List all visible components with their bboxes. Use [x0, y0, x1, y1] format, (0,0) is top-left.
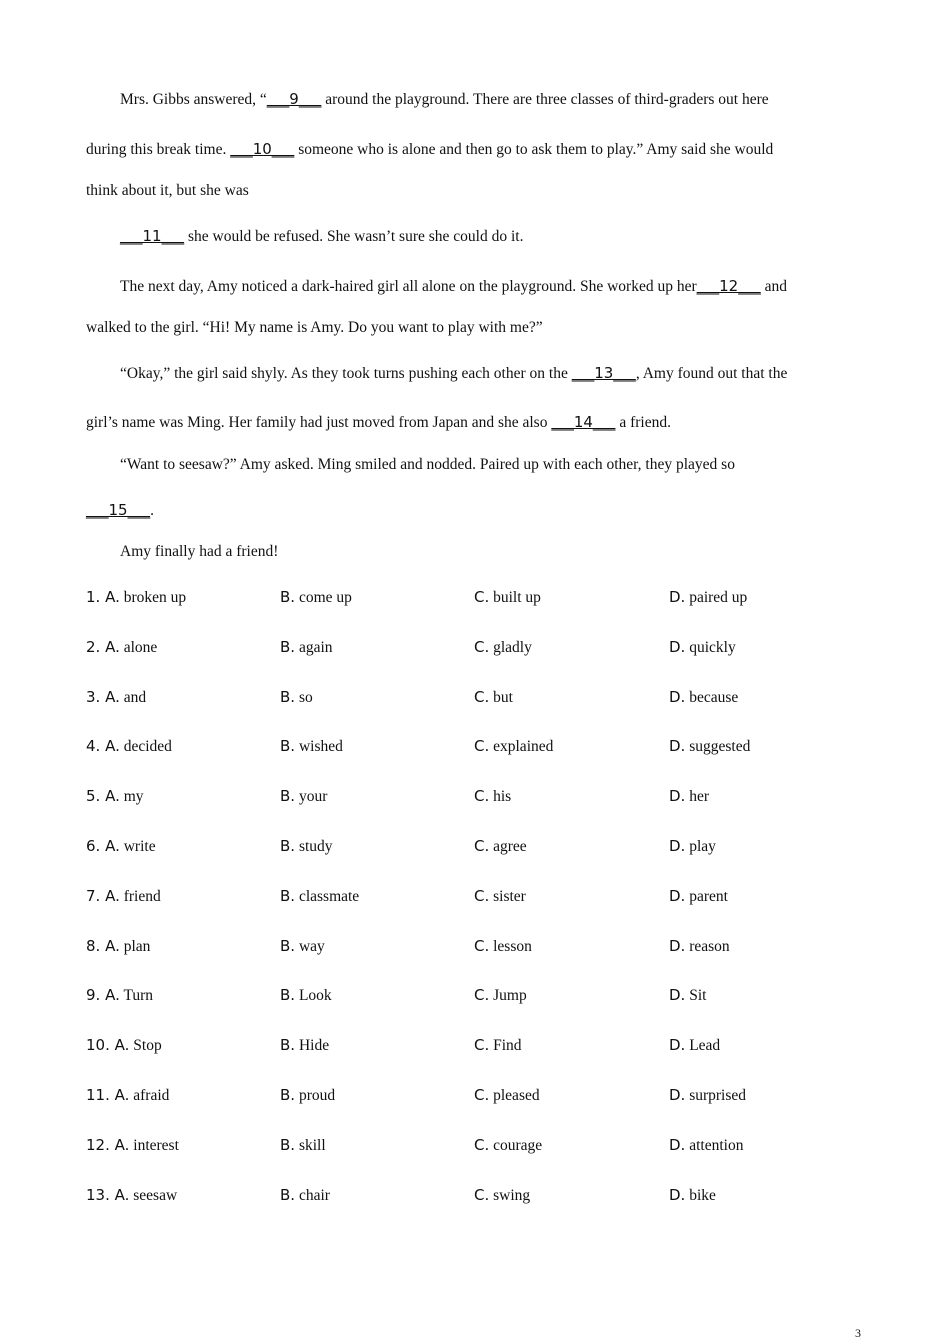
option-text: her: [689, 788, 709, 806]
option-label: D.: [669, 637, 686, 656]
option-d: [669, 887, 728, 906]
option-text: Turn: [123, 987, 154, 1005]
option-b: [280, 937, 325, 956]
option-label: D.: [669, 1185, 686, 1204]
option-label: D.: [669, 936, 686, 955]
page-number: 3: [855, 1326, 861, 1340]
question-row: [86, 837, 886, 861]
option-d: [669, 837, 716, 856]
blank-11: ___11___: [120, 227, 185, 245]
option-label: 2. A.: [86, 637, 120, 656]
option-text: explained: [493, 738, 554, 756]
option-text: Stop: [133, 1037, 162, 1055]
passage-line: [120, 277, 787, 296]
option-label: 1. A.: [86, 588, 120, 606]
option-label: D.: [669, 588, 686, 606]
option-c: [474, 1136, 542, 1155]
option-text: courage: [493, 1136, 543, 1154]
question-row: [86, 1186, 886, 1210]
option-b: [280, 1186, 330, 1205]
blank-15: ___15___: [86, 501, 151, 519]
option-b: [280, 638, 333, 657]
option-label: D.: [669, 1086, 686, 1104]
blank-13: ___13___: [571, 364, 636, 382]
option-a: [86, 638, 157, 657]
option-label: 3. A.: [86, 687, 120, 706]
option-text: and: [123, 688, 147, 706]
option-a: [86, 787, 144, 806]
option-text: Sit: [689, 987, 707, 1005]
option-b: [280, 588, 352, 607]
option-text: attention: [689, 1136, 744, 1154]
passage-line: [120, 90, 769, 109]
option-label: B.: [280, 1185, 296, 1204]
option-label: 5. A.: [86, 787, 120, 806]
option-text: because: [689, 688, 739, 706]
question-row: [86, 787, 886, 811]
option-text: come up: [298, 589, 352, 606]
option-d: [669, 787, 709, 806]
option-b: [280, 737, 343, 756]
option-c: [474, 1086, 540, 1105]
option-d: [669, 688, 738, 707]
option-d: [669, 986, 706, 1005]
option-text: paired up: [689, 589, 748, 606]
option-label: D.: [669, 787, 686, 806]
question-row: [86, 688, 886, 712]
option-b: [280, 1136, 326, 1155]
option-a: [86, 986, 153, 1005]
option-text: alone: [123, 638, 158, 656]
option-text: quickly: [689, 638, 736, 656]
passage-text: girl’s name was Ming. Her family had just moved from Japan and she also: [86, 414, 552, 431]
option-text: Find: [493, 1037, 522, 1055]
option-text: but: [493, 688, 513, 706]
option-label: C.: [474, 1036, 490, 1055]
option-label: D.: [669, 886, 686, 905]
option-label: C.: [474, 588, 490, 606]
option-label: 9. A.: [86, 986, 120, 1005]
passage-text: and: [760, 278, 787, 295]
option-b: [280, 1036, 329, 1055]
passage-line: “Want to seesaw?” Amy asked. Ming smiled and nodded. Paired up with each other, they played so: [120, 456, 735, 473]
passage-line: [86, 140, 773, 159]
option-text: friend: [123, 887, 161, 905]
option-text: chair: [298, 1186, 330, 1204]
option-b: [280, 688, 313, 707]
option-label: 6. A.: [86, 837, 120, 855]
option-text: classmate: [298, 887, 360, 905]
option-label: D.: [669, 1036, 686, 1055]
blank-10: ___10___: [230, 140, 295, 158]
question-row: [86, 588, 886, 612]
option-text: afraid: [133, 1087, 170, 1104]
option-label: B.: [280, 936, 296, 955]
option-label: B.: [280, 837, 296, 855]
option-label: B.: [280, 1135, 296, 1154]
option-label: 8. A.: [86, 936, 120, 955]
passage-line: [86, 501, 154, 520]
option-label: D.: [669, 986, 686, 1005]
option-a: [86, 737, 172, 756]
option-d: [669, 1186, 716, 1205]
option-b: [280, 787, 327, 806]
passage-line: walked to the girl. “Hi! My name is Amy. Do you want to play with me?”: [86, 319, 543, 336]
option-text: gladly: [493, 638, 532, 656]
option-text: bike: [689, 1186, 716, 1204]
question-row: [86, 1136, 886, 1160]
option-label: D.: [669, 837, 686, 855]
blank-14: ___14___: [551, 413, 616, 431]
option-label: D.: [669, 1135, 686, 1154]
option-label: C.: [474, 1185, 490, 1204]
option-text: Look: [298, 987, 332, 1005]
blank-9: ___9___: [266, 90, 322, 108]
option-c: [474, 986, 527, 1005]
option-text: built up: [493, 589, 541, 606]
option-text: again: [298, 638, 333, 656]
option-text: agree: [493, 838, 527, 855]
option-label: C.: [474, 886, 490, 905]
option-c: [474, 837, 527, 856]
option-d: [669, 588, 747, 607]
option-text: reason: [689, 937, 730, 955]
option-label: B.: [280, 588, 296, 606]
question-row: [86, 887, 886, 911]
option-a: [86, 937, 150, 956]
option-d: [669, 638, 736, 657]
passage-line: [120, 364, 787, 383]
passage-text: she would be refused. She wasn’t sure she could do it.: [184, 228, 524, 245]
passage-line: [86, 413, 671, 432]
option-d: [669, 937, 730, 956]
option-label: C.: [474, 687, 490, 706]
option-b: [280, 1086, 335, 1105]
option-d: [669, 737, 750, 756]
option-label: 13. A.: [86, 1185, 130, 1204]
option-label: B.: [280, 687, 296, 706]
question-row: [86, 986, 886, 1010]
question-row: [86, 1036, 886, 1060]
option-label: C.: [474, 1135, 490, 1154]
option-a: [86, 1036, 162, 1055]
option-label: B.: [280, 1086, 296, 1104]
passage-line: Amy finally had a friend!: [120, 543, 279, 560]
option-label: 7. A.: [86, 886, 120, 905]
option-c: [474, 638, 532, 657]
option-c: [474, 1036, 522, 1055]
option-text: Jump: [493, 987, 527, 1005]
option-c: [474, 688, 513, 707]
option-label: C.: [474, 1086, 490, 1104]
option-label: C.: [474, 787, 490, 806]
option-label: C.: [474, 737, 490, 756]
option-label: 4. A.: [86, 737, 120, 756]
option-label: B.: [280, 1036, 296, 1055]
option-c: [474, 937, 532, 956]
option-label: C.: [474, 936, 490, 955]
option-text: lesson: [493, 937, 532, 955]
option-b: [280, 887, 359, 906]
option-a: [86, 887, 161, 906]
passage-line: think about it, but she was: [86, 182, 249, 199]
option-c: [474, 787, 511, 806]
option-text: his: [493, 788, 512, 806]
option-label: C.: [474, 637, 490, 656]
passage-line: [120, 227, 523, 246]
option-d: [669, 1036, 720, 1055]
option-text: write: [123, 838, 156, 855]
option-b: [280, 986, 332, 1005]
option-d: [669, 1136, 743, 1155]
option-text: so: [298, 688, 313, 706]
option-c: [474, 737, 553, 756]
option-text: plan: [123, 937, 151, 955]
passage-text: , Amy found out that the: [635, 365, 788, 382]
passage-text: during this break time.: [86, 141, 231, 158]
option-a: [86, 1136, 179, 1155]
option-text: pleased: [493, 1087, 540, 1104]
passage-text: someone who is alone and then go to ask them to play.” Amy said she would: [294, 141, 774, 158]
option-text: parent: [689, 887, 728, 905]
option-d: [669, 1086, 746, 1105]
question-row: [86, 737, 886, 761]
option-text: Lead: [689, 1037, 721, 1055]
option-text: your: [298, 788, 328, 806]
option-label: B.: [280, 986, 296, 1005]
option-c: [474, 588, 541, 607]
option-text: Hide: [298, 1037, 330, 1055]
passage-text: around the playground. There are three classes of third-graders out here: [321, 91, 769, 108]
option-text: suggested: [689, 738, 751, 756]
option-a: [86, 1086, 169, 1105]
option-text: broken up: [123, 589, 187, 606]
option-text: way: [298, 937, 325, 955]
option-text: sister: [493, 887, 526, 905]
option-label: 12. A.: [86, 1135, 130, 1154]
blank-12: ___12___: [696, 277, 761, 295]
option-label: D.: [669, 687, 686, 706]
option-text: study: [298, 838, 333, 855]
option-b: [280, 837, 333, 856]
option-text: seesaw: [133, 1186, 178, 1204]
option-label: C.: [474, 986, 490, 1005]
option-a: [86, 688, 146, 707]
question-row: [86, 937, 886, 961]
option-label: B.: [280, 886, 296, 905]
passage-text: Mrs. Gibbs answered, “: [120, 91, 267, 108]
option-text: surprised: [689, 1087, 747, 1104]
option-text: proud: [298, 1087, 336, 1104]
option-label: C.: [474, 837, 490, 855]
option-text: skill: [298, 1136, 326, 1154]
option-label: D.: [669, 737, 686, 756]
option-text: swing: [493, 1186, 531, 1204]
passage-text: “Okay,” the girl said shyly. As they took turns pushing each other on the: [120, 365, 572, 382]
option-c: [474, 887, 526, 906]
passage-text: The next day, Amy noticed a dark-haired girl all alone on the playground. She worked up her: [120, 278, 697, 295]
passage-text: a friend.: [615, 414, 671, 431]
question-row: [86, 1086, 886, 1110]
question-row: [86, 638, 886, 662]
option-label: 10. A.: [86, 1036, 130, 1055]
option-label: B.: [280, 637, 296, 656]
option-text: interest: [133, 1136, 179, 1154]
option-text: decided: [123, 738, 172, 756]
option-label: B.: [280, 787, 296, 806]
option-c: [474, 1186, 530, 1205]
option-text: wished: [298, 738, 343, 756]
option-a: [86, 837, 156, 856]
option-a: [86, 1186, 177, 1205]
option-label: 11. A.: [86, 1086, 130, 1104]
option-a: [86, 588, 186, 607]
option-text: play: [689, 838, 716, 855]
option-text: my: [123, 788, 144, 806]
passage-text: .: [150, 502, 154, 519]
option-label: B.: [280, 737, 296, 756]
